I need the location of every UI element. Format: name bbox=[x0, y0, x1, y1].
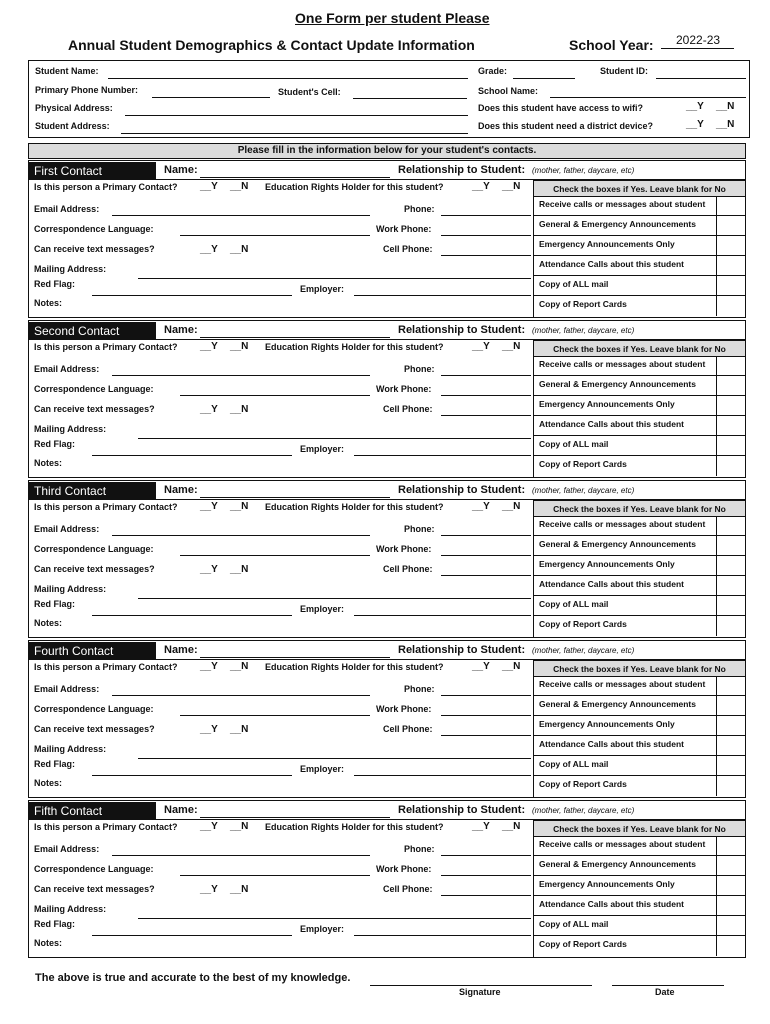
red-flag-field[interactable] bbox=[92, 455, 292, 456]
primary-contact-question: Is this person a Primary Contact? bbox=[34, 662, 178, 672]
text-messages-no[interactable]: __N bbox=[230, 244, 249, 255]
primary-contact-question: Is this person a Primary Contact? bbox=[34, 182, 178, 192]
cell-phone-label: Cell Phone: bbox=[383, 564, 433, 574]
education-rights-no[interactable]: __N bbox=[502, 181, 521, 192]
work-phone-label: Work Phone: bbox=[376, 704, 432, 714]
phone-label: Phone: bbox=[404, 524, 435, 534]
device-question: Does this student need a district device? bbox=[478, 121, 654, 131]
education-rights-yes[interactable]: __Y bbox=[472, 661, 490, 672]
contact-name-label: Name: bbox=[164, 324, 198, 336]
option-row bbox=[533, 276, 746, 296]
phone-field[interactable] bbox=[441, 855, 531, 856]
option-label: Emergency Announcements Only bbox=[539, 719, 675, 729]
option-row bbox=[533, 616, 746, 636]
option-label: Emergency Announcements Only bbox=[539, 559, 675, 569]
notes-label: Notes: bbox=[34, 778, 63, 788]
mailing-address-label: Mailing Address: bbox=[34, 264, 107, 274]
primary-contact-no[interactable]: __N bbox=[230, 181, 249, 192]
mailing-address-label: Mailing Address: bbox=[34, 744, 107, 754]
check-header: Check the boxes if Yes. Leave blank for No bbox=[533, 660, 746, 677]
student-address-field[interactable] bbox=[121, 133, 468, 134]
contact-name-field[interactable] bbox=[200, 497, 390, 498]
option-label: Receive calls or messages about student bbox=[539, 519, 706, 529]
option-checkbox[interactable] bbox=[716, 696, 746, 715]
work-phone-field[interactable] bbox=[441, 395, 531, 396]
notes-label: Notes: bbox=[34, 298, 63, 308]
option-label: Copy of Report Cards bbox=[539, 299, 627, 309]
phone-field[interactable] bbox=[441, 215, 531, 216]
option-checkbox[interactable] bbox=[716, 456, 746, 476]
option-row bbox=[533, 376, 746, 396]
text-messages-no[interactable]: __N bbox=[230, 404, 249, 415]
option-label: Receive calls or messages about student bbox=[539, 199, 706, 209]
employer-field[interactable] bbox=[354, 615, 531, 616]
relationship-label: Relationship to Student: bbox=[398, 164, 526, 176]
mailing-address-field[interactable] bbox=[138, 278, 531, 279]
option-row bbox=[533, 916, 746, 936]
relationship-label: Relationship to Student: bbox=[398, 644, 526, 656]
option-checkbox[interactable] bbox=[716, 436, 746, 455]
education-rights-yes[interactable]: __Y bbox=[472, 181, 490, 192]
text-messages-no[interactable]: __N bbox=[230, 564, 249, 575]
relationship-label: Relationship to Student: bbox=[398, 804, 526, 816]
primary-contact-yes[interactable]: __Y bbox=[200, 501, 218, 512]
option-row bbox=[533, 556, 746, 576]
work-phone-label: Work Phone: bbox=[376, 384, 432, 394]
red-flag-field[interactable] bbox=[92, 775, 292, 776]
option-label: General & Emergency Announcements bbox=[539, 379, 696, 389]
option-label: General & Emergency Announcements bbox=[539, 859, 696, 869]
contact-title-third: Third Contact bbox=[28, 482, 156, 500]
option-row bbox=[533, 456, 746, 476]
employer-label: Employer: bbox=[300, 604, 345, 614]
cell-phone-label: Cell Phone: bbox=[383, 884, 433, 894]
date-label: Date bbox=[655, 987, 675, 997]
employer-field[interactable] bbox=[354, 775, 531, 776]
primary-contact-no[interactable]: __N bbox=[230, 821, 249, 832]
email-label: Email Address: bbox=[34, 684, 100, 694]
employer-field[interactable] bbox=[354, 295, 531, 296]
primary-phone-field[interactable] bbox=[152, 97, 270, 98]
option-row bbox=[533, 876, 746, 896]
mailing-address-label: Mailing Address: bbox=[34, 904, 107, 914]
option-checkbox[interactable] bbox=[716, 736, 746, 755]
primary-contact-question: Is this person a Primary Contact? bbox=[34, 502, 178, 512]
mailing-address-field[interactable] bbox=[138, 758, 531, 759]
contact-name-label: Name: bbox=[164, 644, 198, 656]
option-row bbox=[533, 516, 746, 536]
education-rights-yes[interactable]: __Y bbox=[472, 341, 490, 352]
contact-title-fourth: Fourth Contact bbox=[28, 642, 156, 660]
contact-name-label: Name: bbox=[164, 484, 198, 496]
language-label: Correspondence Language: bbox=[34, 224, 154, 234]
language-label: Correspondence Language: bbox=[34, 544, 154, 554]
option-label: Copy of ALL mail bbox=[539, 759, 609, 769]
option-label: Receive calls or messages about student bbox=[539, 839, 706, 849]
option-label: Attendance Calls about this student bbox=[539, 259, 684, 269]
primary-phone-label: Primary Phone Number: bbox=[35, 85, 139, 95]
option-checkbox[interactable] bbox=[716, 616, 746, 636]
option-row bbox=[533, 716, 746, 736]
school-year-value: 2022-23 bbox=[676, 33, 721, 47]
text-messages-yes[interactable]: __Y bbox=[200, 564, 218, 575]
cell-phone-field[interactable] bbox=[441, 255, 531, 256]
student-id-field[interactable] bbox=[656, 78, 746, 79]
work-phone-label: Work Phone: bbox=[376, 544, 432, 554]
primary-contact-yes[interactable]: __Y bbox=[200, 341, 218, 352]
contact-name-field[interactable] bbox=[200, 337, 390, 338]
option-checkbox[interactable] bbox=[716, 876, 746, 895]
work-phone-field[interactable] bbox=[441, 875, 531, 876]
option-checkbox[interactable] bbox=[716, 856, 746, 875]
school-name-label: School Name: bbox=[478, 86, 539, 96]
option-label: General & Emergency Announcements bbox=[539, 699, 696, 709]
option-checkbox[interactable] bbox=[716, 196, 746, 215]
option-row bbox=[533, 736, 746, 756]
option-checkbox[interactable] bbox=[716, 536, 746, 555]
option-label: Copy of Report Cards bbox=[539, 459, 627, 469]
text-messages-no[interactable]: __N bbox=[230, 884, 249, 895]
language-field[interactable] bbox=[180, 555, 370, 556]
option-checkbox[interactable] bbox=[716, 416, 746, 435]
option-checkbox[interactable] bbox=[716, 296, 746, 316]
mailing-address-label: Mailing Address: bbox=[34, 584, 107, 594]
phone-label: Phone: bbox=[404, 844, 435, 854]
cell-phone-label: Cell Phone: bbox=[383, 404, 433, 414]
option-checkbox[interactable] bbox=[716, 676, 746, 695]
language-label: Correspondence Language: bbox=[34, 704, 154, 714]
email-label: Email Address: bbox=[34, 844, 100, 854]
option-row bbox=[533, 696, 746, 716]
cell-phone-field[interactable] bbox=[441, 415, 531, 416]
red-flag-label: Red Flag: bbox=[34, 439, 76, 449]
email-label: Email Address: bbox=[34, 524, 100, 534]
primary-contact-yes[interactable]: __Y bbox=[200, 661, 218, 672]
option-row bbox=[533, 756, 746, 776]
employer-label: Employer: bbox=[300, 764, 345, 774]
education-rights-yes[interactable]: __Y bbox=[472, 501, 490, 512]
primary-contact-yes[interactable]: __Y bbox=[200, 181, 218, 192]
wifi-no[interactable]: __N bbox=[716, 101, 735, 112]
contact-title-second: Second Contact bbox=[28, 322, 156, 340]
language-label: Correspondence Language: bbox=[34, 864, 154, 874]
option-checkbox[interactable] bbox=[716, 896, 746, 915]
red-flag-label: Red Flag: bbox=[34, 759, 76, 769]
relationship-hint: (mother, father, daycare, etc) bbox=[532, 806, 635, 815]
option-label: Emergency Announcements Only bbox=[539, 239, 675, 249]
option-checkbox[interactable] bbox=[716, 276, 746, 295]
phone-label: Phone: bbox=[404, 204, 435, 214]
text-messages-question: Can receive text messages? bbox=[34, 244, 155, 254]
relationship-hint: (mother, father, daycare, etc) bbox=[532, 326, 635, 335]
text-messages-yes[interactable]: __Y bbox=[200, 244, 218, 255]
phone-field[interactable] bbox=[441, 375, 531, 376]
option-label: Attendance Calls about this student bbox=[539, 419, 684, 429]
language-field[interactable] bbox=[180, 715, 370, 716]
text-messages-yes[interactable]: __Y bbox=[200, 884, 218, 895]
option-checkbox[interactable] bbox=[716, 776, 746, 796]
student-address-label: Student Address: bbox=[35, 121, 110, 131]
student-name-label: Student Name: bbox=[35, 66, 99, 76]
employer-label: Employer: bbox=[300, 284, 345, 294]
relationship-hint: (mother, father, daycare, etc) bbox=[532, 166, 635, 175]
primary-contact-question: Is this person a Primary Contact? bbox=[34, 822, 178, 832]
option-row bbox=[533, 776, 746, 796]
option-label: Emergency Announcements Only bbox=[539, 399, 675, 409]
grade-label: Grade: bbox=[478, 66, 508, 76]
option-checkbox[interactable] bbox=[716, 556, 746, 575]
primary-contact-no[interactable]: __N bbox=[230, 501, 249, 512]
option-checkbox[interactable] bbox=[716, 356, 746, 375]
option-checkbox[interactable] bbox=[716, 576, 746, 595]
employer-field[interactable] bbox=[354, 935, 531, 936]
option-row bbox=[533, 936, 746, 956]
text-messages-no[interactable]: __N bbox=[230, 724, 249, 735]
email-field[interactable] bbox=[112, 215, 370, 216]
employer-field[interactable] bbox=[354, 455, 531, 456]
language-field[interactable] bbox=[180, 235, 370, 236]
employer-label: Employer: bbox=[300, 924, 345, 934]
notes-label: Notes: bbox=[34, 458, 63, 468]
wifi-question: Does this student have access to wifi? bbox=[478, 103, 644, 113]
option-label: Copy of Report Cards bbox=[539, 939, 627, 949]
option-row bbox=[533, 536, 746, 556]
email-field[interactable] bbox=[112, 535, 370, 536]
check-header: Check the boxes if Yes. Leave blank for No bbox=[533, 820, 746, 837]
contact-name-field[interactable] bbox=[200, 817, 390, 818]
option-checkbox[interactable] bbox=[716, 756, 746, 775]
contact-name-label: Name: bbox=[164, 804, 198, 816]
check-header: Check the boxes if Yes. Leave blank for No bbox=[533, 500, 746, 517]
phone-field[interactable] bbox=[441, 535, 531, 536]
cell-phone-label: Cell Phone: bbox=[383, 724, 433, 734]
work-phone-field[interactable] bbox=[441, 555, 531, 556]
option-row bbox=[533, 896, 746, 916]
check-header: Check the boxes if Yes. Leave blank for No bbox=[533, 340, 746, 357]
text-messages-question: Can receive text messages? bbox=[34, 884, 155, 894]
education-rights-no[interactable]: __N bbox=[502, 341, 521, 352]
email-label: Email Address: bbox=[34, 364, 100, 374]
language-field[interactable] bbox=[180, 875, 370, 876]
email-field[interactable] bbox=[112, 855, 370, 856]
text-messages-question: Can receive text messages? bbox=[34, 564, 155, 574]
education-rights-yes[interactable]: __Y bbox=[472, 821, 490, 832]
employer-label: Employer: bbox=[300, 444, 345, 454]
option-checkbox[interactable] bbox=[716, 716, 746, 735]
option-checkbox[interactable] bbox=[716, 236, 746, 255]
school-year-label: School Year: bbox=[569, 37, 654, 53]
contact-name-field[interactable] bbox=[200, 657, 390, 658]
school-year-line bbox=[661, 48, 734, 49]
option-label: Attendance Calls about this student bbox=[539, 579, 684, 589]
cell-phone-field[interactable] bbox=[441, 735, 531, 736]
notes-label: Notes: bbox=[34, 938, 63, 948]
mailing-address-label: Mailing Address: bbox=[34, 424, 107, 434]
option-checkbox[interactable] bbox=[716, 516, 746, 535]
education-rights-question: Education Rights Holder for this student? bbox=[265, 182, 444, 192]
primary-contact-no[interactable]: __N bbox=[230, 661, 249, 672]
option-row bbox=[533, 236, 746, 256]
option-row bbox=[533, 296, 746, 316]
school-name-field[interactable] bbox=[550, 97, 746, 98]
option-checkbox[interactable] bbox=[716, 396, 746, 415]
option-row bbox=[533, 676, 746, 696]
date-field[interactable] bbox=[612, 985, 724, 986]
work-phone-field[interactable] bbox=[441, 235, 531, 236]
phone-label: Phone: bbox=[404, 364, 435, 374]
option-checkbox[interactable] bbox=[716, 216, 746, 235]
option-row bbox=[533, 416, 746, 436]
education-rights-question: Education Rights Holder for this student? bbox=[265, 662, 444, 672]
email-field[interactable] bbox=[112, 375, 370, 376]
text-messages-question: Can receive text messages? bbox=[34, 724, 155, 734]
red-flag-label: Red Flag: bbox=[34, 279, 76, 289]
option-label: Copy of Report Cards bbox=[539, 779, 627, 789]
student-cell-label: Student's Cell: bbox=[278, 87, 341, 97]
option-label: Copy of ALL mail bbox=[539, 599, 609, 609]
email-field[interactable] bbox=[112, 695, 370, 696]
option-label: General & Emergency Announcements bbox=[539, 539, 696, 549]
mailing-address-field[interactable] bbox=[138, 438, 531, 439]
grade-field[interactable] bbox=[513, 78, 575, 79]
work-phone-field[interactable] bbox=[441, 715, 531, 716]
option-label: General & Emergency Announcements bbox=[539, 219, 696, 229]
language-label: Correspondence Language: bbox=[34, 384, 154, 394]
education-rights-question: Education Rights Holder for this student? bbox=[265, 502, 444, 512]
option-label: Copy of ALL mail bbox=[539, 439, 609, 449]
mailing-address-field[interactable] bbox=[138, 918, 531, 919]
option-checkbox[interactable] bbox=[716, 916, 746, 935]
option-label: Copy of ALL mail bbox=[539, 919, 609, 929]
education-rights-no[interactable]: __N bbox=[502, 501, 521, 512]
option-row bbox=[533, 576, 746, 596]
device-yes[interactable]: __Y bbox=[686, 119, 704, 130]
relationship-hint: (mother, father, daycare, etc) bbox=[532, 646, 635, 655]
form-subtitle: Annual Student Demographics & Contact Update Information bbox=[68, 37, 475, 53]
cell-phone-label: Cell Phone: bbox=[383, 244, 433, 254]
option-checkbox[interactable] bbox=[716, 836, 746, 855]
device-no[interactable]: __N bbox=[716, 119, 735, 130]
option-checkbox[interactable] bbox=[716, 376, 746, 395]
primary-contact-yes[interactable]: __Y bbox=[200, 821, 218, 832]
option-label: Attendance Calls about this student bbox=[539, 739, 684, 749]
red-flag-field[interactable] bbox=[92, 615, 292, 616]
primary-contact-no[interactable]: __N bbox=[230, 341, 249, 352]
option-row bbox=[533, 436, 746, 456]
cell-phone-field[interactable] bbox=[441, 575, 531, 576]
education-rights-question: Education Rights Holder for this student? bbox=[265, 822, 444, 832]
option-row bbox=[533, 836, 746, 856]
contact-title-first: First Contact bbox=[28, 162, 156, 180]
option-label: Copy of Report Cards bbox=[539, 619, 627, 629]
option-row bbox=[533, 196, 746, 216]
contact-name-label: Name: bbox=[164, 164, 198, 176]
student-cell-field[interactable] bbox=[353, 98, 467, 99]
phone-field[interactable] bbox=[441, 695, 531, 696]
signature-field[interactable] bbox=[370, 985, 592, 986]
education-rights-question: Education Rights Holder for this student? bbox=[265, 342, 444, 352]
physical-address-field[interactable] bbox=[125, 115, 468, 116]
wifi-yes[interactable]: __Y bbox=[686, 101, 704, 112]
option-row bbox=[533, 216, 746, 236]
red-flag-field[interactable] bbox=[92, 935, 292, 936]
cell-phone-field[interactable] bbox=[441, 895, 531, 896]
red-flag-label: Red Flag: bbox=[34, 919, 76, 929]
contact-name-field[interactable] bbox=[200, 177, 390, 178]
red-flag-field[interactable] bbox=[92, 295, 292, 296]
option-checkbox[interactable] bbox=[716, 256, 746, 275]
mailing-address-field[interactable] bbox=[138, 598, 531, 599]
work-phone-label: Work Phone: bbox=[376, 864, 432, 874]
phone-label: Phone: bbox=[404, 684, 435, 694]
text-messages-yes[interactable]: __Y bbox=[200, 724, 218, 735]
form-title: One Form per student Please bbox=[295, 10, 490, 26]
language-field[interactable] bbox=[180, 395, 370, 396]
red-flag-label: Red Flag: bbox=[34, 599, 76, 609]
email-label: Email Address: bbox=[34, 204, 100, 214]
option-row bbox=[533, 356, 746, 376]
text-messages-question: Can receive text messages? bbox=[34, 404, 155, 414]
option-label: Emergency Announcements Only bbox=[539, 879, 675, 889]
attestation-statement: The above is true and accurate to the best of my knowledge. bbox=[35, 972, 351, 984]
education-rights-no[interactable]: __N bbox=[502, 661, 521, 672]
contact-title-fifth: Fifth Contact bbox=[28, 802, 156, 820]
primary-contact-question: Is this person a Primary Contact? bbox=[34, 342, 178, 352]
education-rights-no[interactable]: __N bbox=[502, 821, 521, 832]
option-row bbox=[533, 596, 746, 616]
option-checkbox[interactable] bbox=[716, 596, 746, 615]
option-label: Attendance Calls about this student bbox=[539, 899, 684, 909]
option-row bbox=[533, 396, 746, 416]
instructions-bar: Please fill in the information below for your student's contacts. bbox=[28, 143, 746, 159]
relationship-hint: (mother, father, daycare, etc) bbox=[532, 486, 635, 495]
physical-address-label: Physical Address: bbox=[35, 103, 113, 113]
option-checkbox[interactable] bbox=[716, 936, 746, 956]
option-label: Receive calls or messages about student bbox=[539, 359, 706, 369]
notes-label: Notes: bbox=[34, 618, 63, 628]
check-header: Check the boxes if Yes. Leave blank for No bbox=[533, 180, 746, 197]
signature-label: Signature bbox=[459, 987, 501, 997]
text-messages-yes[interactable]: __Y bbox=[200, 404, 218, 415]
relationship-label: Relationship to Student: bbox=[398, 484, 526, 496]
student-id-label: Student ID: bbox=[600, 66, 648, 76]
option-label: Copy of ALL mail bbox=[539, 279, 609, 289]
work-phone-label: Work Phone: bbox=[376, 224, 432, 234]
relationship-label: Relationship to Student: bbox=[398, 324, 526, 336]
student-name-field[interactable] bbox=[108, 78, 468, 79]
option-row bbox=[533, 856, 746, 876]
option-row bbox=[533, 256, 746, 276]
option-label: Receive calls or messages about student bbox=[539, 679, 706, 689]
